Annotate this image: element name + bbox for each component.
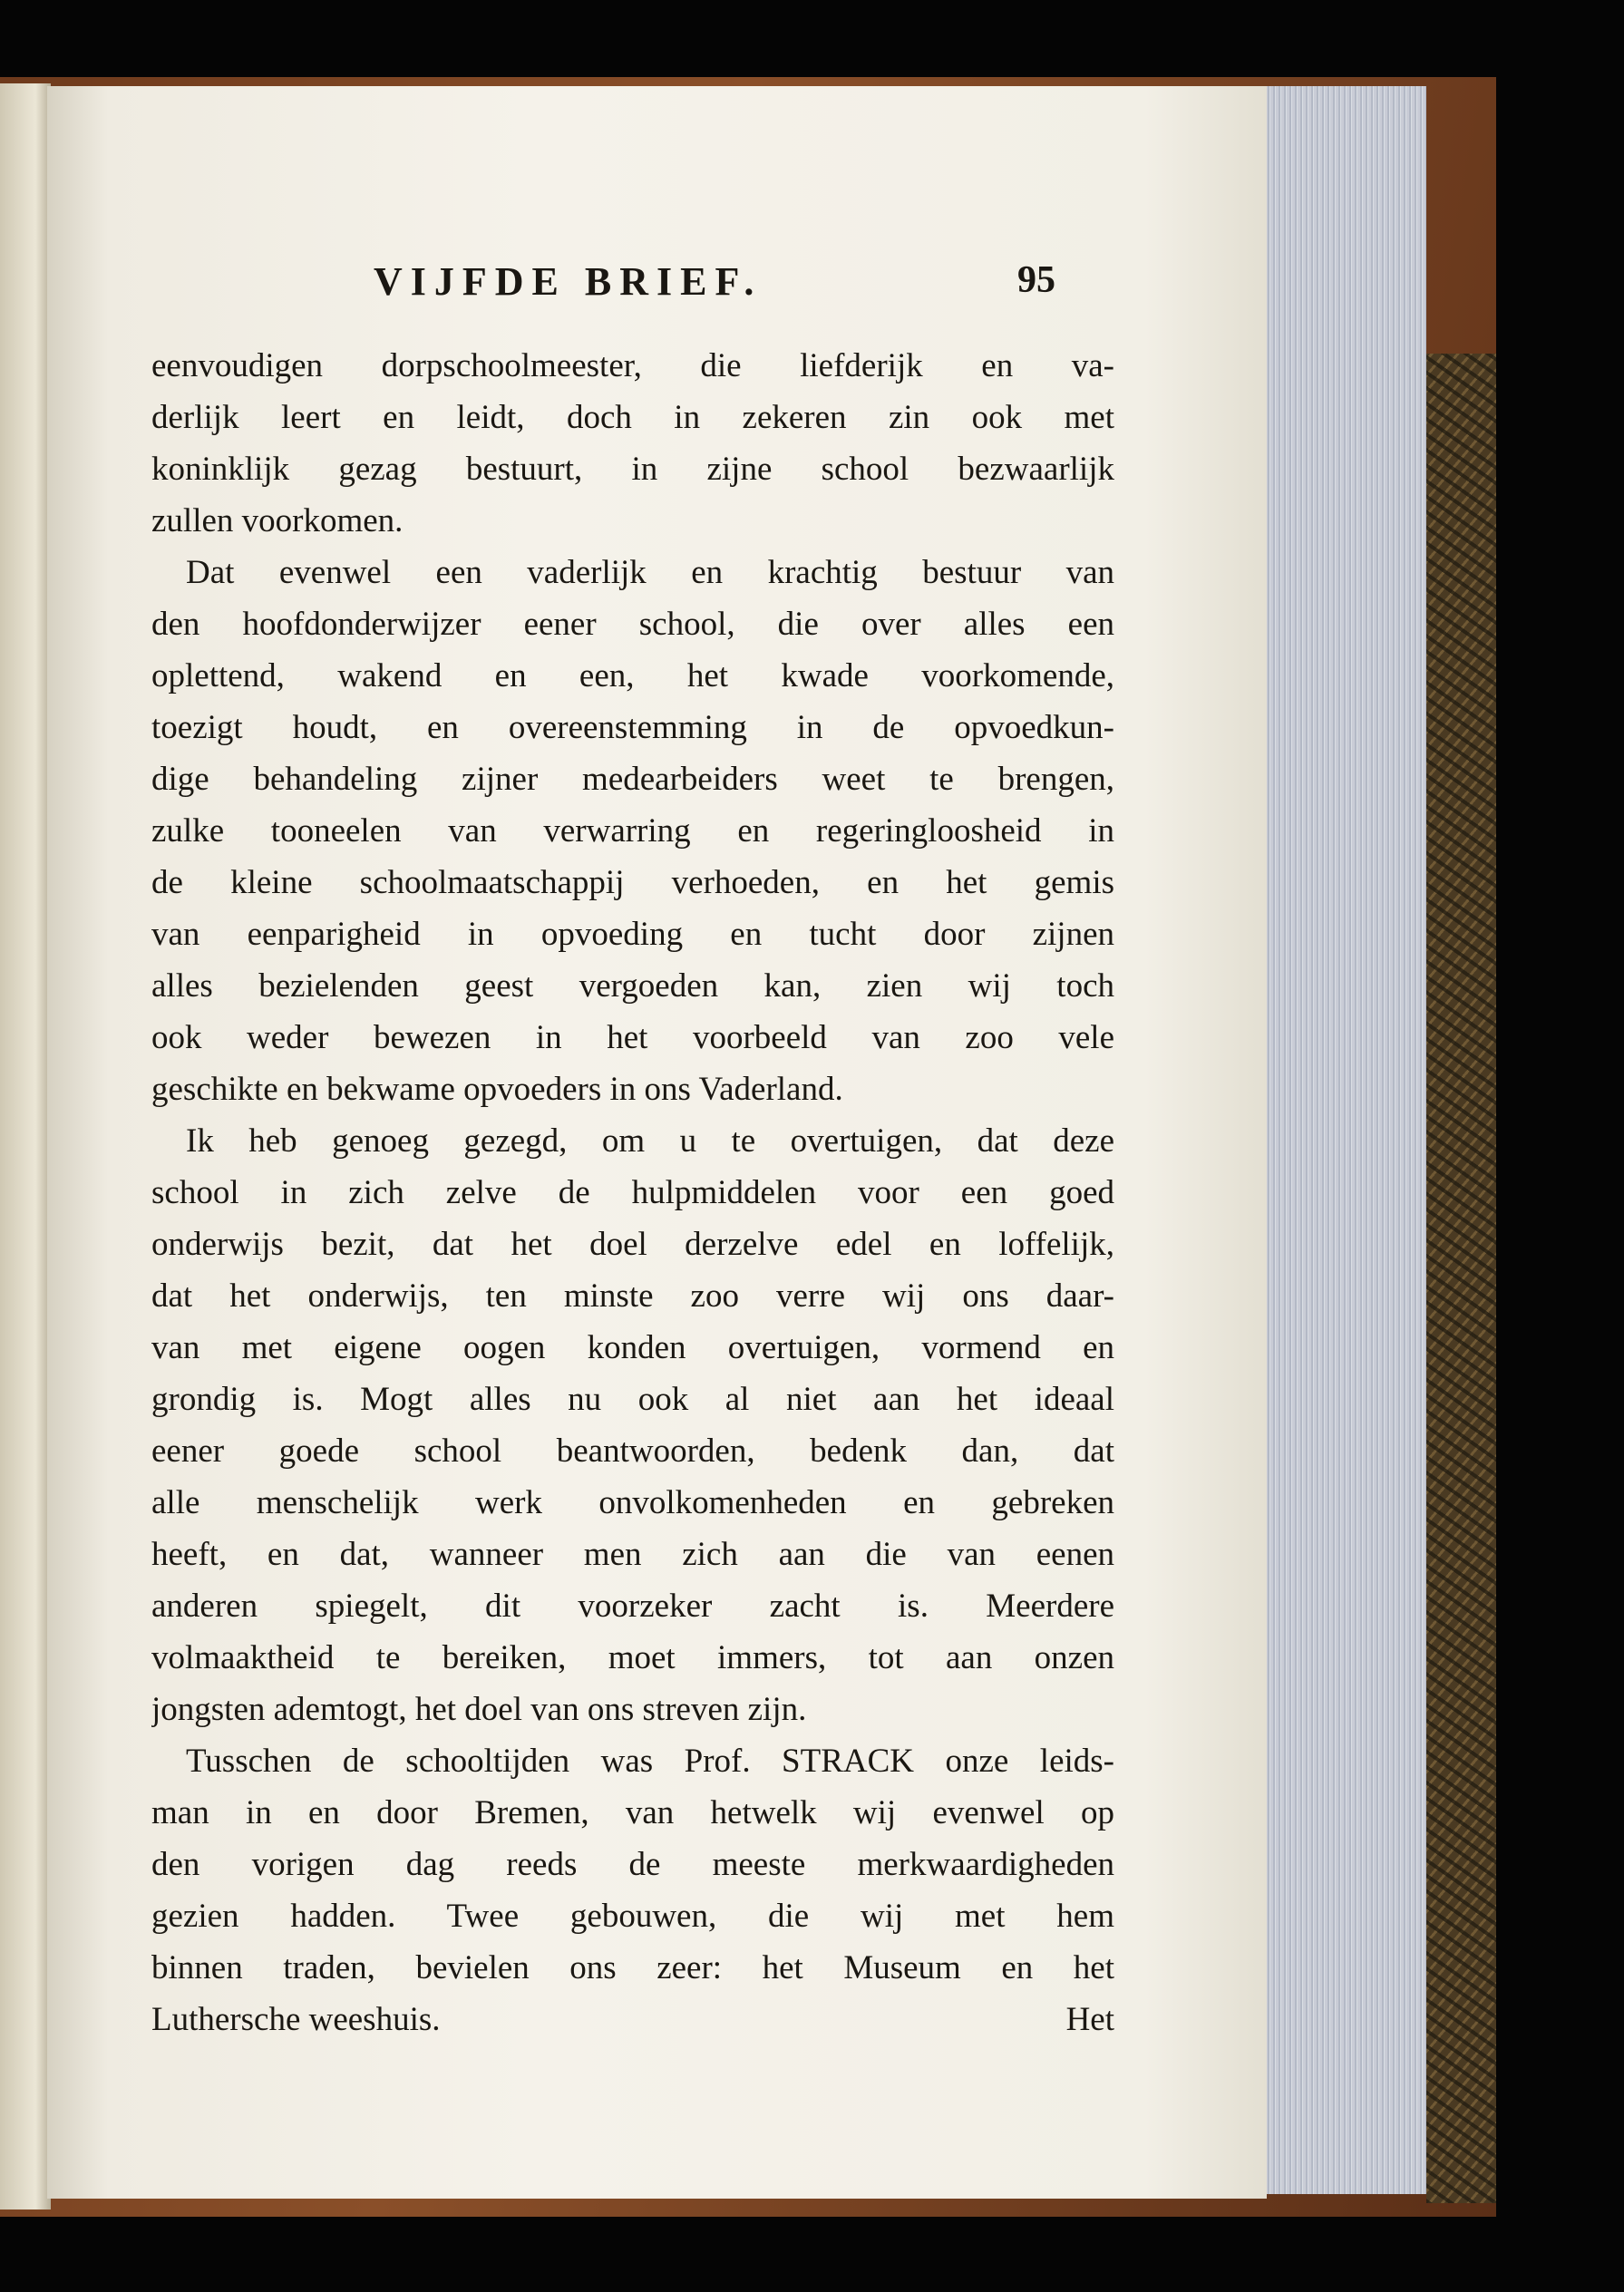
text-line: man in en door Bremen, van hetwelk wij evenwel op — [151, 1794, 1114, 1831]
text-line: van met eigene oogen konden overtuigen, vormend en — [151, 1329, 1114, 1366]
running-head-title: VIJFDE BRIEF. — [374, 259, 763, 304]
text-line: Luthersche weeshuis. — [151, 2001, 441, 2038]
text-line: oplettend, wakend en een, het kwade voorkomende, — [151, 657, 1114, 694]
text-line: den vorigen dag reeds de meeste merkwaardigheden — [151, 1846, 1114, 1883]
running-head — [47, 258, 1267, 331]
text-line: school in zich zelve de hulpmiddelen voor een goed — [151, 1174, 1114, 1211]
last-line-row — [151, 1994, 1114, 2045]
text-line: van eenparigheid in opvoeding en tucht door zijnen — [151, 916, 1114, 953]
text-line: zullen voorkomen. — [151, 502, 404, 539]
text-line: de kleine schoolmaatschappij verhoeden, en het gemis — [151, 864, 1114, 901]
text-line: den hoofdonderwijzer eener school, die over alles een — [151, 606, 1114, 643]
text-line: grondig is. Mogt alles nu ook al niet aan het ideaal — [151, 1381, 1114, 1418]
text-line: dige behandeling zijner medearbeiders weet te brengen, — [151, 761, 1114, 798]
text-line: toezigt houdt, en overeenstemming in de opvoedkun- — [151, 709, 1114, 746]
marbled-endpaper — [1426, 354, 1496, 2203]
page-fore-edge — [1265, 86, 1426, 2194]
text-line: binnen traden, bevielen ons zeer: het Museum en het — [151, 1949, 1114, 1986]
text-line: Dat evenwel een vaderlijk en krachtig bestuur van — [186, 554, 1114, 591]
text-line: dat het onderwijs, ten minste zoo verre wij ons daar- — [151, 1277, 1114, 1315]
text-line: alles bezielenden geest vergoeden kan, zien wij toch — [151, 967, 1114, 1005]
text-line: ook weder bewezen in het voorbeeld van zoo vele — [151, 1019, 1114, 1056]
text-line: anderen spiegelt, dit voorzeker zacht is. Meerdere — [151, 1588, 1114, 1625]
text-line: eener goede school beantwoorden, bedenk dan, dat — [151, 1432, 1114, 1470]
text-line: geschikte en bekwame opvoeders in ons Vaderland. — [151, 1071, 843, 1108]
body-text — [151, 340, 1114, 2045]
text-line: derlijk leert en leidt, doch in zekeren zin ook met — [151, 399, 1114, 436]
text-line: jongsten ademtogt, het doel van ons streven zijn. — [151, 1691, 807, 1728]
text-line: Tusschen de schooltijden was Prof. STRACK onze leids- — [186, 1743, 1114, 1780]
text-line: gezien hadden. Twee gebouwen, die wij met hem — [151, 1898, 1114, 1935]
text-line: zulke tooneelen van verwarring en regeringloosheid in — [151, 812, 1114, 850]
text-line: heeft, en dat, wanneer men zich aan die van eenen — [151, 1536, 1114, 1573]
book-page — [47, 86, 1267, 2199]
text-line: alle menschelijk werk onvolkomenheden en gebreken — [151, 1484, 1114, 1521]
catchword: Het — [1065, 2001, 1114, 2038]
text-line: volmaaktheid te bereiken, moet immers, tot aan onzen — [151, 1639, 1114, 1676]
text-line: eenvoudigen dorpschoolmeester, die liefderijk en va- — [151, 347, 1114, 384]
page-number: 95 — [1017, 259, 1055, 301]
text-line: onderwijs bezit, dat het doel derzelve edel en loffelijk, — [151, 1226, 1114, 1263]
text-line: Ik heb genoeg gezegd, om u te overtuigen, dat deze — [186, 1122, 1114, 1160]
left-page-edge — [0, 83, 51, 2209]
text-line: koninklijk gezag bestuurt, in zijne school bezwaarlijk — [151, 451, 1114, 488]
